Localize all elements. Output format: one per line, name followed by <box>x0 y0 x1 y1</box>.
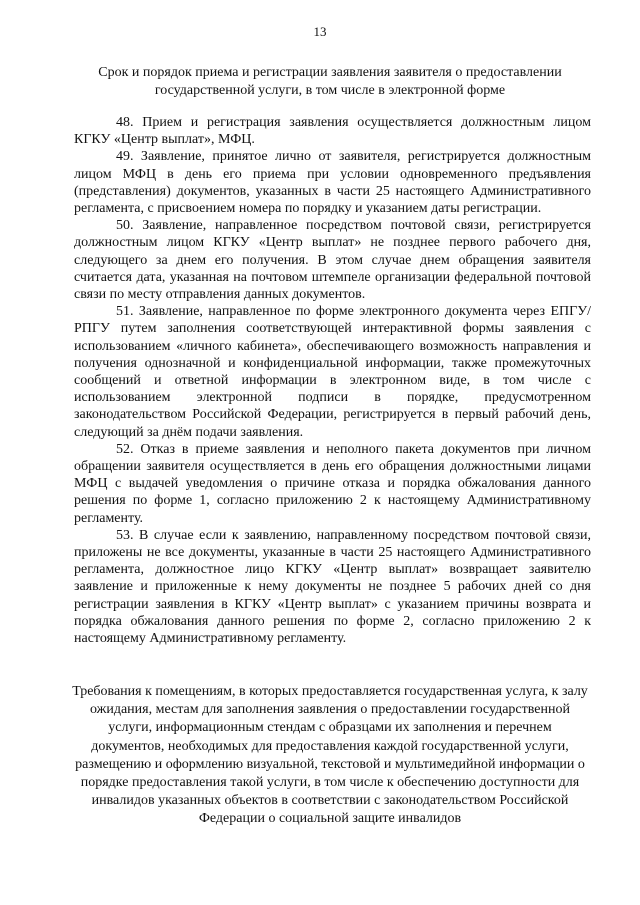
paragraph-49: 49. Заявление, принятое лично от заявителя, регистрируется должностным лицом МФЦ в день его приема при условии одновременного предъявления (представления) документов, указанных в части 25 настоящего Административного регламента, с присвоением номера по порядку и указанием даты регистрации. <box>74 149 591 217</box>
paragraph-50: 50. Заявление, направленное посредством почтовой связи, регистрируется должностным лицом КГКУ «Центр выплат» не позднее первого рабочего дня, следующего за днем его получения. В этом случае днем обращения заявителя считается дата, указанная на почтовом штемпеле организации федеральной почтовой связи по месту отправления данных документов. <box>74 218 591 303</box>
paragraph-53: 53. В случае если к заявлению, направленному посредством почтовой связи, приложены не все документы, указанные в части 25 настоящего Административного регламента, должностное лицо КГКУ «Центр выплат» возвращает заявителю заявление и приложенные к нему документы не позднее 5 рабочих дней со дня регистрации заявления в КГКУ «Центр выплат» с указанием причины возврата и порядка обжалования данного решения по форме 2, согласно приложению 2 к настоящему Административному регламенту. <box>74 527 591 647</box>
section-heading-application-registration: Срок и порядок приема и регистрации заявления заявителя о предоставлении государственной услуги, в том числе в электронной форме <box>98 65 562 98</box>
paragraph-48: 48. Прием и регистрация заявления осуществляется должностным лицом КГКУ «Центр выплат», МФЦ. <box>74 115 591 148</box>
page-number: 13 <box>313 24 327 39</box>
paragraph-51: 51. Заявление, направленное по форме электронного документа через ЕПГУ/РПГУ путем заполнения соответствующей интерактивной формы заявления с использованием «личного кабинета», обеспечивающего возможность направления и получения однозначной и конфиденциальной информации, также промежуточных сообщений и ответной информации в электронном виде, в том числе с использованием электронной подписи в порядке, предусмотренном законодательством Российской Федерации, регистрируется в первый рабочий день, следующий за днём подачи заявления. <box>74 304 591 440</box>
paragraph-52: 52. Отказ в приеме заявления и неполного пакета документов при личном обращении заявителя осуществляется в день его обращения должностными лицами МФЦ с выдачей уведомления о причине отказа и порядка обжалования данного решения по форме 1, согласно приложению 2 к настоящему Административному регламенту. <box>74 441 591 526</box>
body-paragraphs <box>74 114 591 647</box>
section-heading-premises-requirements: Требования к помещениям, в которых предоставляется государственная услуга, к залу ожидания, местам для заполнения заявления о предоставлении государственной услуги, информационным стендам с образцами их заполнения и перечнем документов, необходимых для предоставления каждой государственной услуги, размещению и оформлению визуальной, текстовой и мультимедийной информации о порядке предоставления такой услуги, в том числе к обеспечению доступности для инвалидов указанных объектов в соответствии с законодательством Российской Федерации о социальной защите инвалидов <box>72 684 588 827</box>
